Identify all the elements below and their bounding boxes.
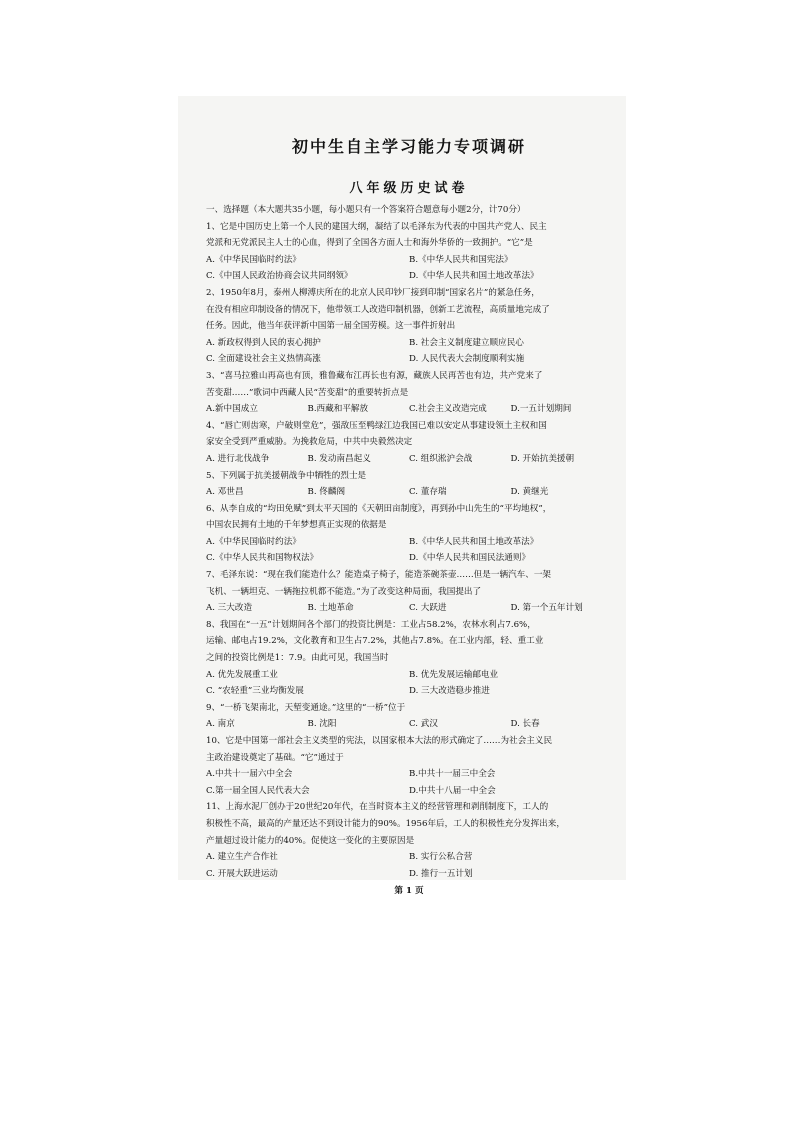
answer-option: D. 第一个五年计划 xyxy=(510,603,583,614)
answer-option: A. 进行北伐战争 xyxy=(206,453,270,464)
answer-option: B. 土地革命 xyxy=(307,603,354,614)
exam-title: 初中生自主学习能力专项调研 xyxy=(291,137,526,156)
question-3 xyxy=(206,368,612,418)
question-7 xyxy=(206,567,612,617)
options-row xyxy=(206,401,612,418)
answer-option: C. “农轻重”三业均衡发展 xyxy=(206,686,304,697)
question-4 xyxy=(206,418,612,468)
question-text-line: 11、上海水泥厂创办于20世纪20年代，在当时资本主义的经营管理和剥削制度下，工人的 xyxy=(206,802,549,813)
answer-option: D.一五计划期间 xyxy=(510,404,572,415)
question-6 xyxy=(206,501,612,567)
answer-option: D.《中华人民共和国民法通则》 xyxy=(409,553,531,564)
answer-option: B. 沈阳 xyxy=(307,719,337,730)
options-row xyxy=(206,783,612,800)
options-row xyxy=(206,866,612,883)
answer-option: B.《中华人民共和国土地改革法》 xyxy=(409,536,539,547)
answer-option: D.中共十八届一中全会 xyxy=(409,785,496,796)
question-2 xyxy=(206,285,612,368)
options-row xyxy=(206,252,612,269)
answer-option: A. 南京 xyxy=(206,719,235,730)
question-list xyxy=(206,219,612,883)
exam-page xyxy=(206,128,612,896)
answer-option: A. 优先发展重工业 xyxy=(206,669,278,680)
answer-option: B.《中华人民共和国宪法》 xyxy=(409,254,513,265)
question-text-line: 任务。因此，他当年获评新中国第一届全国劳模。这一事件折射出 xyxy=(206,321,456,332)
question-1 xyxy=(206,219,612,285)
options-row xyxy=(206,550,612,567)
answer-option: C. 武汉 xyxy=(409,719,438,730)
question-text-line: 苦变甜……”歌词中西藏人民“苦变甜”的重要转折点是 xyxy=(206,387,409,398)
section-heading: 一、选择题（本大题共35小题，每小题只有一个答案符合题意每小题2分，计70分） xyxy=(206,205,526,215)
options-row xyxy=(206,335,612,352)
answer-option: A.中共十一届六中全会 xyxy=(206,769,293,780)
question-text-line: 4、“唇亡则齿寒，户破则堂危”，强敌压至鸭绿江边我国已难以安定从事建设领土主权和国 xyxy=(206,420,547,431)
question-text-line: 之间的投资比例是1：7.9。由此可见，我国当时 xyxy=(206,653,389,664)
answer-option: B. 实行公私合营 xyxy=(409,852,473,863)
question-11 xyxy=(206,799,612,882)
answer-option: A.《中华民国临时约法》 xyxy=(206,254,301,265)
page-number: 第 1 页 xyxy=(394,886,424,897)
answer-option: C. 全面建设社会主义热情高涨 xyxy=(206,354,321,365)
question-text-line: 在没有相应印制设备的情况下，他带领工人改造印制机器，创新工艺流程，高质量地完成了 xyxy=(206,304,550,315)
answer-option: D. 开始抗美援朝 xyxy=(510,453,575,464)
question-text-line: 3、“喜马拉雅山再高也有顶，雅鲁藏布江再长也有源，藏族人民再苦也有边，共产党来了 xyxy=(206,370,543,381)
question-8 xyxy=(206,617,612,700)
question-text-line: 家安全受到严重威胁。为挽救危局，中共中央毅然决定 xyxy=(206,437,413,448)
options-row xyxy=(206,716,612,733)
answer-option: A. 三大改造 xyxy=(206,603,253,614)
options-row xyxy=(206,849,612,866)
options-row xyxy=(206,268,612,285)
options-row xyxy=(206,484,612,501)
question-text-line: 10、它是中国第一部社会主义类型的宪法，以国家根本大法的形式确定了……为社会主义民 xyxy=(206,736,553,746)
answer-option: A. 邓世昌 xyxy=(206,487,244,498)
answer-option: D. 推行一五计划 xyxy=(409,868,473,879)
options-row xyxy=(206,600,612,617)
options-row xyxy=(206,766,612,783)
answer-option: A.《中华民国临时约法》 xyxy=(206,536,301,547)
question-text-line: 2、1950年8月，泰州人柳溥庆所在的北京人民印钞厂接到印制“国家名片”的紧急任务， xyxy=(206,287,540,298)
question-text-line: 8、我国在“一五”计划期间各个部门的投资比例是：工业占58.2%，农林水利占7.6%， xyxy=(206,619,536,630)
answer-option: C.社会主义改造完成 xyxy=(409,404,487,415)
answer-option: B.西藏和平解放 xyxy=(307,404,369,415)
question-text-line: 积极性不高，最高的产量还达不到设计能力的90%。1956年后，工人的积极性充分发挥出来， xyxy=(206,818,565,829)
question-text-line: 7、毛泽东说：“现在我们能造什么？能造桌子椅子，能造茶碗茶壶……但是一辆汽车、一架 xyxy=(206,570,552,581)
answer-option: C. 组织淞沪会战 xyxy=(409,453,473,464)
question-text-line: 1、它是中国历史上第一个人民的建国大纲，凝结了以毛泽东为代表的中国共产党人、民主 xyxy=(206,221,547,232)
answer-option: D. 黄继光 xyxy=(510,487,549,498)
answer-option: A. 新政权得到人民的衷心拥护 xyxy=(206,337,321,348)
answer-option: A. 建立生产合作社 xyxy=(206,852,278,863)
question-text-line: 中国农民拥有土地的千年梦想真正实现的依据是 xyxy=(206,520,387,531)
answer-option: C. 开展大跃进运动 xyxy=(206,868,278,879)
question-text-line: 党派和无党派民主人士的心血，得到了全国各方面人士和海外华侨的一致拥护。“它”是 xyxy=(206,238,533,249)
answer-option: C.《中华人民共和国物权法》 xyxy=(206,553,319,564)
options-row xyxy=(206,683,612,700)
answer-option: B.中共十一届三中全会 xyxy=(409,769,496,780)
answer-option: C.第一届全国人民代表大会 xyxy=(206,785,310,796)
question-text-line: 飞机、一辆坦克、一辆拖拉机都不能造。”为了改变这种局面，我国提出了 xyxy=(206,586,482,597)
question-text-line: 运输、邮电占19.2%，文化教育和卫生占7.2%，其他占7.8%。在工业内部，轻、重工业 xyxy=(206,636,544,647)
answer-option: D. 三大改造稳步推进 xyxy=(409,686,490,697)
answer-option: C. 董存瑞 xyxy=(409,487,447,498)
answer-option: B. 优先发展运输邮电业 xyxy=(409,669,499,680)
question-text-line: 主政治建设奠定了基础。“它”通过于 xyxy=(206,752,344,763)
answer-option: D. 长春 xyxy=(510,719,540,730)
options-row xyxy=(206,667,612,684)
answer-option: B. 社会主义制度建立顺应民心 xyxy=(409,337,524,348)
answer-option: C.《中国人民政治协商会议共同纲领》 xyxy=(206,271,353,282)
question-text-line: 产量超过设计能力的40%。促使这一变化的主要原因是 xyxy=(206,835,415,846)
answer-option: B. 发动南昌起义 xyxy=(307,453,371,464)
question-10 xyxy=(206,733,612,799)
answer-option: A.新中国成立 xyxy=(206,404,258,415)
options-row xyxy=(206,451,612,468)
question-text-line: 6、从李自成的“均田免赋”到太平天国的《天朝田亩制度》，再到孙中山先生的“平均地权”， xyxy=(206,503,552,514)
exam-subtitle: 八年级历史试卷 xyxy=(349,181,469,196)
question-9 xyxy=(206,700,612,733)
options-row xyxy=(206,351,612,368)
answer-option: C. 大跃进 xyxy=(409,603,447,614)
question-5 xyxy=(206,468,612,501)
answer-option: B. 佟麟阁 xyxy=(307,487,346,498)
question-text-line: 5、下列属于抗美援朝战争中牺牲的烈士是 xyxy=(206,470,367,481)
answer-option: D. 人民代表大会制度顺利实施 xyxy=(409,354,525,365)
options-row xyxy=(206,534,612,551)
question-text-line: 9、“一桥飞架南北，天堑变通途。”这里的“一桥”位于 xyxy=(206,702,406,713)
answer-option: D.《中华人民共和国土地改革法》 xyxy=(409,271,539,282)
